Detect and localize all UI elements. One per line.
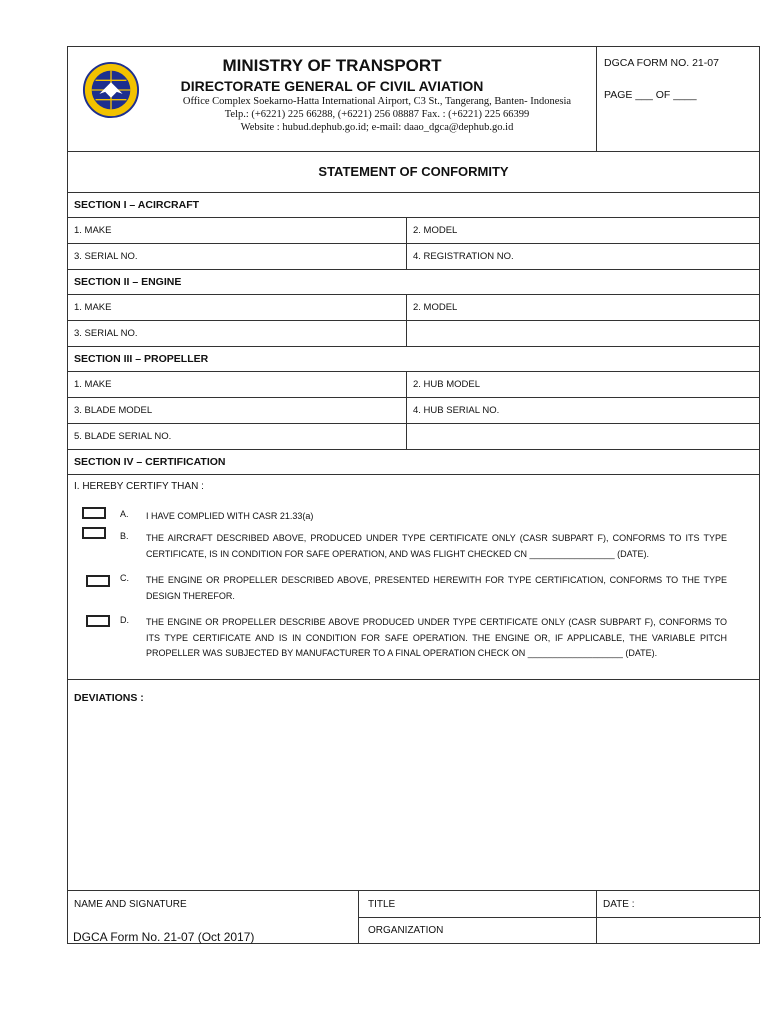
form-footer: DGCA Form No. 21-07 (Oct 2017)	[73, 930, 255, 944]
date-field[interactable]: DATE :	[603, 899, 635, 910]
aircraft-registration-field[interactable]: 4. REGISTRATION NO.	[413, 251, 514, 262]
page-field[interactable]: PAGE ___ OF ____	[604, 89, 697, 101]
item-letter: C.	[120, 573, 129, 583]
aircraft-make-field[interactable]: 1. MAKE	[68, 218, 407, 243]
section-certification-heading: SECTION IV – CERTIFICATION	[68, 450, 759, 475]
propeller-row-2	[68, 398, 759, 424]
title-field[interactable]: TITLE	[368, 899, 396, 910]
deviations-label: DEVIATIONS :	[74, 692, 144, 704]
propeller-empty-cell	[407, 424, 759, 449]
engine-row-1	[68, 295, 759, 321]
propeller-hub-model-field[interactable]: 2. HUB MODEL	[413, 379, 481, 390]
item-text: I HAVE COMPLIED WITH CASR 21.33(a)	[146, 511, 314, 521]
item-letter: A.	[120, 509, 129, 519]
contact-line: Telp.: (+6221) 225 66288, (+6221) 256 08887 Fax. : (+6221) 225 66399	[224, 109, 530, 120]
engine-model-field[interactable]: 2. MODEL	[413, 302, 458, 313]
propeller-blade-model-field[interactable]: 3. BLADE MODEL	[68, 398, 407, 423]
engine-empty-cell	[407, 321, 759, 346]
propeller-row-3	[68, 424, 759, 450]
organization-field[interactable]: ORGANIZATION	[368, 925, 444, 936]
propeller-row-1	[68, 372, 759, 398]
office-address	[158, 95, 596, 134]
item-text: THE ENGINE OR PROPELLER DESCRIBED ABOVE, PRESENTED HEREWITH FOR TYPE CERTIFICATION, CONFORMS TO THE TYPE DESIGN THEREFOR.	[146, 575, 727, 601]
engine-row-2	[68, 321, 759, 347]
certify-intro: I. HEREBY CERTIFY THAN :	[74, 481, 204, 492]
propeller-blade-serial-field[interactable]: 5. BLADE SERIAL NO.	[68, 424, 407, 449]
checkbox-a[interactable]	[82, 507, 106, 519]
website-line: Website : hubud.dephub.go.id; e-mail: daao_dgca@dephub.go.id	[240, 122, 514, 133]
deviations-area[interactable]	[68, 680, 759, 891]
name-signature-field[interactable]: NAME AND SIGNATURE	[74, 899, 187, 910]
certification-block	[68, 475, 759, 680]
propeller-make-field[interactable]: 1. MAKE	[68, 372, 407, 397]
item-letter: D.	[120, 615, 129, 625]
propeller-hub-serial-field[interactable]: 4. HUB SERIAL NO.	[413, 405, 500, 416]
aircraft-serial-field[interactable]: 3. SERIAL NO.	[68, 244, 407, 269]
address-line: Office Complex Soekarno-Hatta International Airport, C3 St., Tangerang, Banten- Indonesia	[182, 96, 572, 107]
form-number: DGCA FORM NO. 21-07	[604, 57, 719, 69]
checkbox-d[interactable]	[86, 615, 110, 627]
section-aircraft-heading: SECTION I – ACIRCRAFT	[68, 193, 759, 218]
directorate-title: DIRECTORATE GENERAL OF CIVIL AVIATION	[180, 78, 484, 94]
signature-divider	[358, 917, 761, 918]
aircraft-model-field[interactable]: 2. MODEL	[413, 225, 458, 236]
section-propeller-heading: SECTION III – PROPELLER	[68, 347, 759, 372]
form-title: STATEMENT OF CONFORMITY	[68, 152, 759, 193]
item-letter: B.	[120, 531, 129, 541]
header-main	[68, 47, 597, 151]
aircraft-row-1	[68, 218, 759, 244]
engine-serial-field[interactable]: 3. SERIAL NO.	[68, 321, 407, 346]
ministry-title: MINISTRY OF TRANSPORT	[222, 56, 442, 75]
item-text: THE AIRCRAFT DESCRIBED ABOVE, PRODUCED UNDER TYPE CERTIFICATE ONLY (CASR SUBPART F), CONFORMS TO ITS TYPE CERTIFICATE, IS IN CONDITION FOR SAFE OPERATION, AND WAS FLIGHT CHECKED CN _________________ (DATE).	[146, 533, 727, 559]
checkbox-b[interactable]	[82, 527, 106, 539]
item-text: THE ENGINE OR PROPELLER DESCRIBE ABOVE PRODUCED UNDER TYPE CERTIFICATE ONLY (CASR SUBPART F), CONFORMS TO ITS TYPE CERTIFICATE AND IS IN CONDITION FOR SAFE OPERATION. THE ENGINE OR, IF APPLICABLE, THE VARIABLE PITCH PROPELLER WAS SUBJECTED BY MANUFACTURER TO A FINAL OPERATION CHECK ON ___________________ (DATE).	[146, 617, 727, 658]
checkbox-c[interactable]	[86, 575, 110, 587]
section-engine-heading: SECTION II – ENGINE	[68, 270, 759, 295]
form-header	[68, 47, 759, 152]
engine-make-field[interactable]: 1. MAKE	[68, 295, 407, 320]
conformity-form	[67, 46, 760, 944]
aircraft-row-2	[68, 244, 759, 270]
